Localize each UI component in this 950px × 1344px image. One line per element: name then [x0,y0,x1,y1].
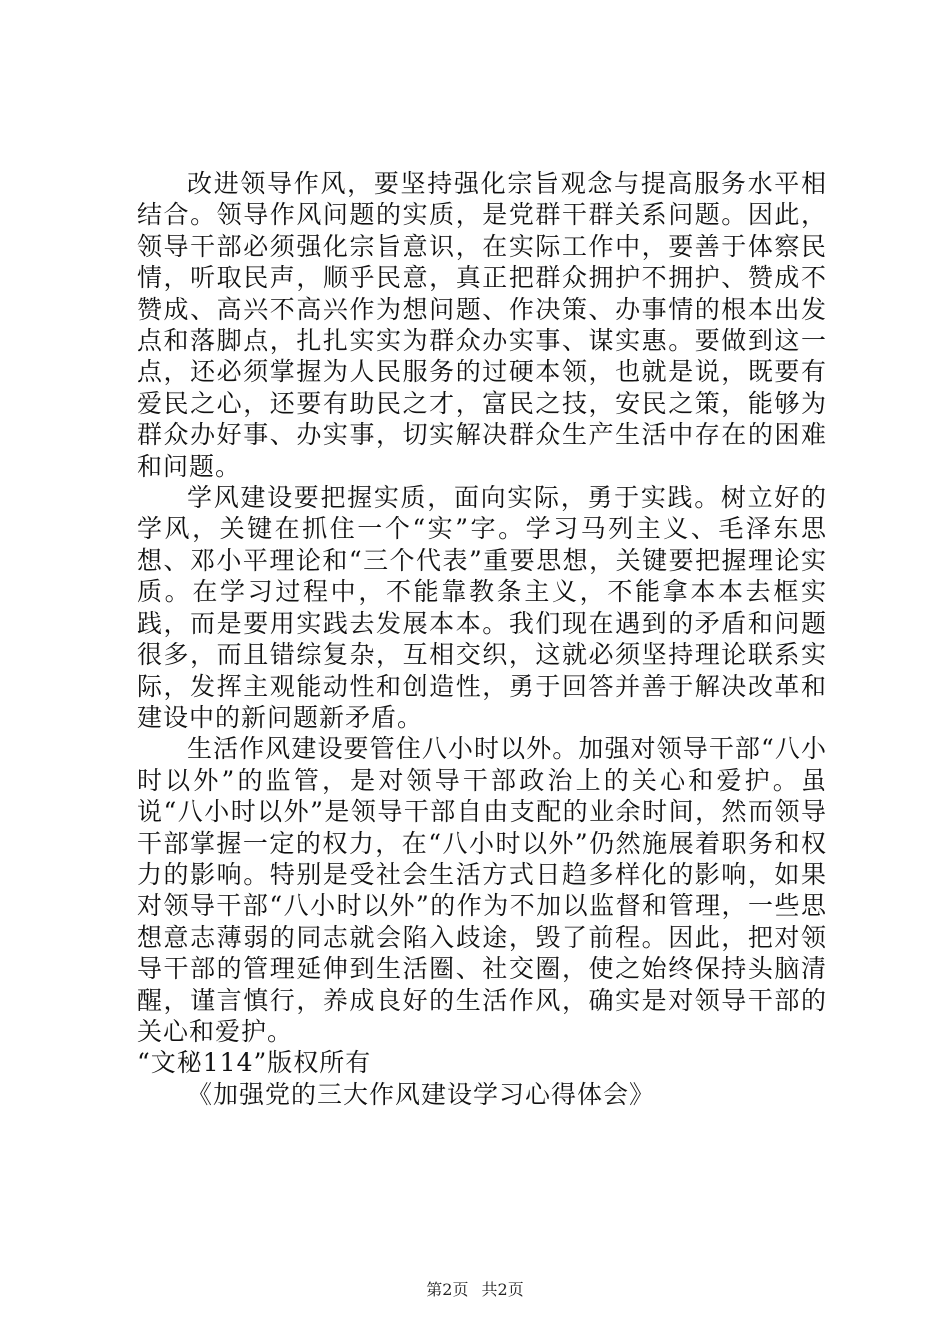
page-total: 共2页 [481,1280,524,1299]
paragraph-leadership-style: 改进领导作风，要坚持强化宗旨观念与提高服务水平相结合。领导作风问题的实质，是党群干群关系问题。因此，领导干部必须强化宗旨意识，在实际工作中，要善于体察民情，听取民声，顺乎民意，真正把群众拥护不拥护、赞成不赞成、高兴不高兴作为想问题、作决策、办事情的根本出发点和落脚点，扎扎实实为群众办实事、谋实惠。要做到这一点，还必须掌握为人民服务的过硬本领，也就是说，既要有爱民之心，还要有助民之才，富民之技，安民之策，能够为群众办好事、办实事，切实解决群众生产生活中存在的困难和问题。 [137,169,827,481]
page-footer [0,1280,950,1300]
page-number: 第2页 [426,1280,469,1299]
copyright-line: “文秘114”版权所有 [137,1048,372,1078]
document-title-line: 《加强党的三大作风建设学习心得体会》 [187,1079,656,1109]
paragraph-study-style: 学风建设要把握实质，面向实际，勇于实践。树立好的学风，关键在抓住一个“实”字。学习马列主义、毛泽东思想、邓小平理论和“三个代表”重要思想，关键要把握理论实质。在学习过程中，不能靠教条主义，不能拿本本去框实践，而是要用实践去发展本本。我们现在遇到的矛盾和问题很多，而且错综复杂，互相交织，这就必须坚持理论联系实际，发挥主观能动性和创造性，勇于回答并善于解决改革和建设中的新问题新矛盾。 [137,483,827,732]
paragraph-life-style: 生活作风建设要管住八小时以外。加强对领导干部“八小时以外”的监管，是对领导干部政治上的关心和爱护。虽说“八小时以外”是领导干部自由支配的业余时间，然而领导干部掌握一定的权力，在“八小时以外”仍然施展着职务和权力的影响。特别是受社会生活方式日趋多样化的影响，如果对领导干部“八小时以外”的作为不加以监督和管理，一些思想意志薄弱的同志就会陷入歧途，毁了前程。因此，把对领导干部的管理延伸到生活圈、社交圈，使之始终保持头脑清醒，谨言慎行，养成良好的生活作风，确实是对领导干部的关心和爱护。 [137,734,827,1046]
document-body [137,168,827,1110]
